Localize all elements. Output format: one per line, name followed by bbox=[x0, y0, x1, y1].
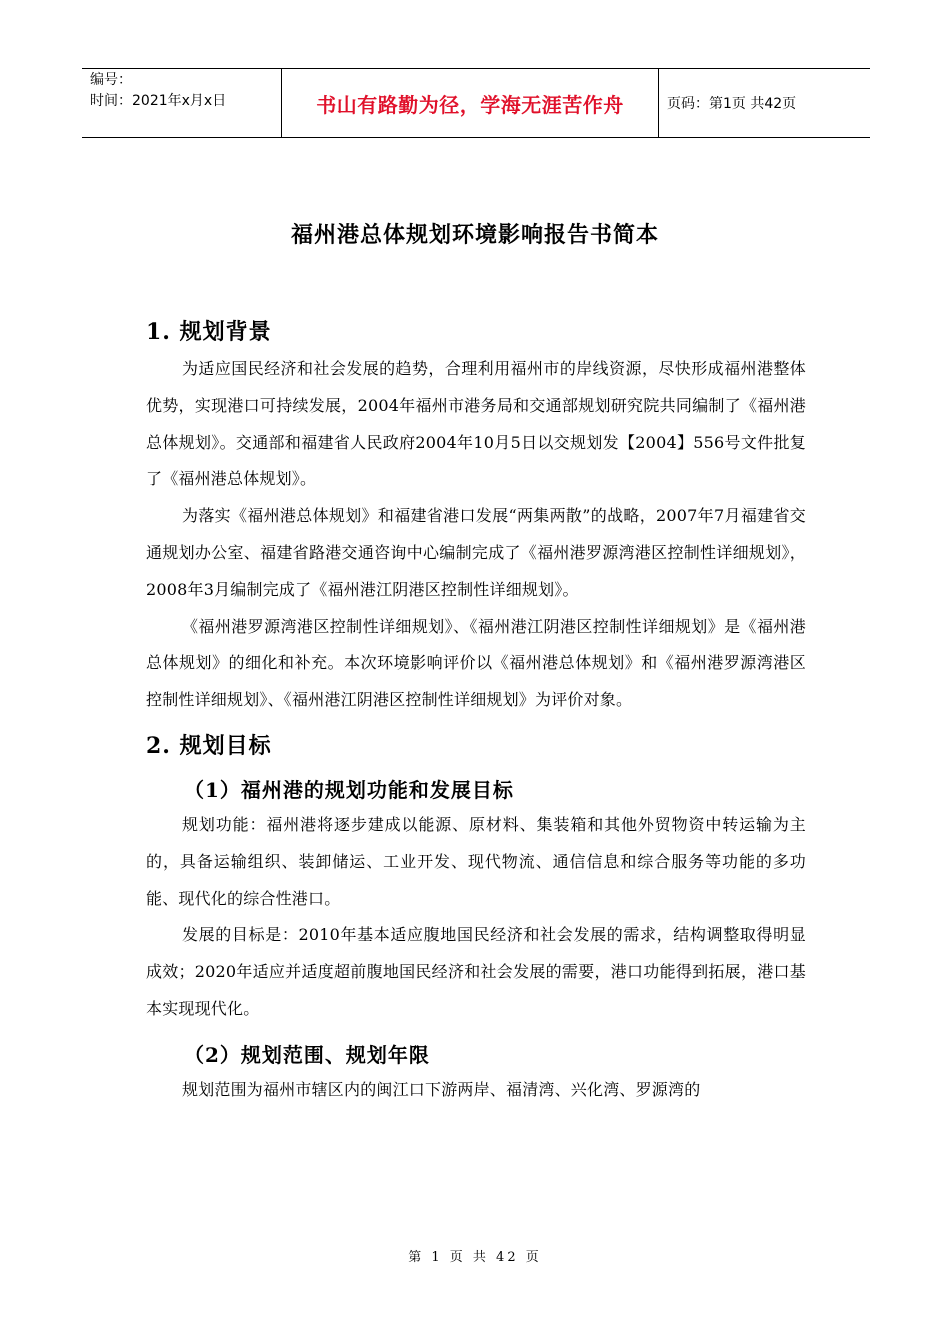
paragraph: 《福州港罗源湾港区控制性详细规划》、《福州港江阴港区控制性详细规划》是《福州港总体规划》的细化和补充。本次环境影响评价以《福州港总体规划》和《福州港罗源湾港区控制性详细规划》、《福州港江阴港区控制性详细规划》为评价对象。 bbox=[146, 616, 806, 710]
document-body bbox=[146, 313, 806, 1109]
document-title: 福州港总体规划环境影响报告书简本 bbox=[290, 222, 659, 248]
document-time-label: 时间：2021年x月x日 bbox=[90, 93, 227, 109]
header-page-cell bbox=[659, 69, 870, 137]
section-heading-planning-goals: 2. 规划目标 bbox=[146, 732, 272, 759]
header-table bbox=[82, 68, 870, 138]
header-meta-cell bbox=[82, 69, 281, 137]
header-motto: 书山有路勤为径，学海无涯苦作舟 bbox=[316, 92, 624, 117]
subsection-heading-scope-period: （2）规划范围、规划年限 bbox=[184, 1042, 430, 1067]
paragraph: 发展的目标是：2010年基本适应腹地国民经济和社会发展的需求，结构调整取得明显成效；2020年适应并适度超前腹地国民经济和社会发展的需要，港口功能得到拓展，港口基本实现现代化。 bbox=[146, 925, 806, 1018]
document-number-label: 编号： bbox=[90, 72, 132, 88]
header-page-info: 页码：第1页 共42页 bbox=[667, 96, 797, 112]
subsection-heading-functions-goals: （1）福州港的规划功能和发展目标 bbox=[184, 777, 514, 802]
section-heading-planning-background: 1. 规划背景 bbox=[146, 319, 272, 345]
page-footer: 第 1 页 共 42 页 bbox=[408, 1250, 542, 1265]
paragraph: 为落实《福州港总体规划》和福建省港口发展“两集两散”的战略，2007年7月福建省交通规划办公室、福建省路港交通咨询中心编制完成了《福州港罗源湾港区控制性详细规划》，2008年3月编制完成了《福州港江阴港区控制性详细规划》。 bbox=[146, 506, 806, 599]
paragraph: 规划范围为福州市辖区内的闽江口下游两岸、福清湾、兴化湾、罗源湾的 bbox=[182, 1079, 701, 1099]
paragraph: 规划功能：福州港将逐步建成以能源、原材料、集装箱和其他外贸物资中转运输为主的，具备运输组织、装卸储运、工业开发、现代物流、通信信息和综合服务等功能的多功能、现代化的综合性港口。 bbox=[146, 814, 806, 908]
paragraph: 为适应国民经济和社会发展的趋势，合理利用福州市的岸线资源，尽快形成福州港整体优势，实现港口可持续发展，2004年福州市港务局和交通部规划研究院共同编制了《福州港总体规划》。交通部和福建省人民政府2004年10月5日以交规划发【2004】556号文件批复了《福州港总体规划》。 bbox=[146, 359, 806, 489]
header-motto-cell bbox=[281, 69, 659, 137]
